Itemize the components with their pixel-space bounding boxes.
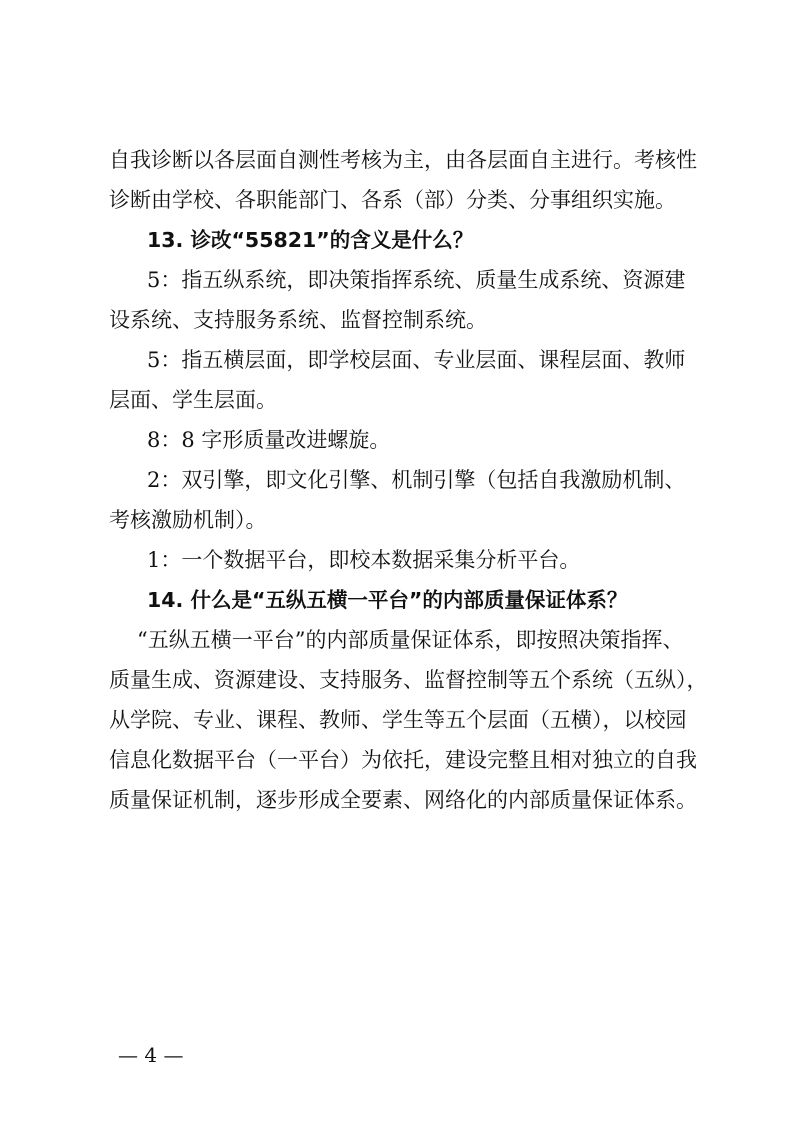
- q14-answer-line-3: 从学院、专业、课程、教师、学生等五个层面（五横），以校园: [109, 708, 687, 732]
- q13-item-1-line-2: 设系统、支持服务系统、监督控制系统。: [109, 308, 487, 332]
- q13-item-4-line-2: 考核激励机制）。: [109, 508, 267, 532]
- question-14-heading: 14. 什么是“五纵五横一平台”的内部质量保证体系？: [147, 588, 628, 612]
- q13-item-5: 1：一个数据平台，即校本数据采集分析平台。: [147, 548, 581, 572]
- page-number: — 4 —: [118, 1043, 184, 1067]
- q14-answer-line-4: 信息化数据平台（一平台）为依托，建设完整且相对独立的自我: [109, 748, 697, 772]
- q13-item-3: 8：8 字形质量改进螺旋。: [147, 428, 391, 452]
- q13-item-2-line-1: 5：指五横层面，即学校层面、专业层面、课程层面、教师: [147, 348, 686, 372]
- question-13-heading: 13. 诊改“55821”的含义是什么？: [147, 228, 474, 252]
- q13-item-2-line-2: 层面、学生层面。: [109, 388, 277, 412]
- q14-answer-line-1: “五纵五横一平台”的内部质量保证体系，即按照决策指挥、: [137, 628, 684, 652]
- q14-answer-line-5: 质量保证机制，逐步形成全要素、网络化的内部质量保证体系。: [109, 788, 697, 812]
- q13-item-1-line-1: 5：指五纵系统，即决策指挥系统、质量生成系统、资源建: [147, 268, 686, 292]
- intro-line-2: 诊断由学校、各职能部门、各系（部）分类、分事组织实施。: [109, 188, 676, 212]
- intro-line-1: 自我诊断以各层面自测性考核为主，由各层面自主进行。考核性: [109, 148, 697, 172]
- q14-answer-line-2: 质量生成、资源建设、支持服务、监督控制等五个系统（五纵），: [109, 668, 708, 692]
- q13-item-4-line-1: 2：双引擎，即文化引擎、机制引擎（包括自我激励机制、: [147, 468, 686, 492]
